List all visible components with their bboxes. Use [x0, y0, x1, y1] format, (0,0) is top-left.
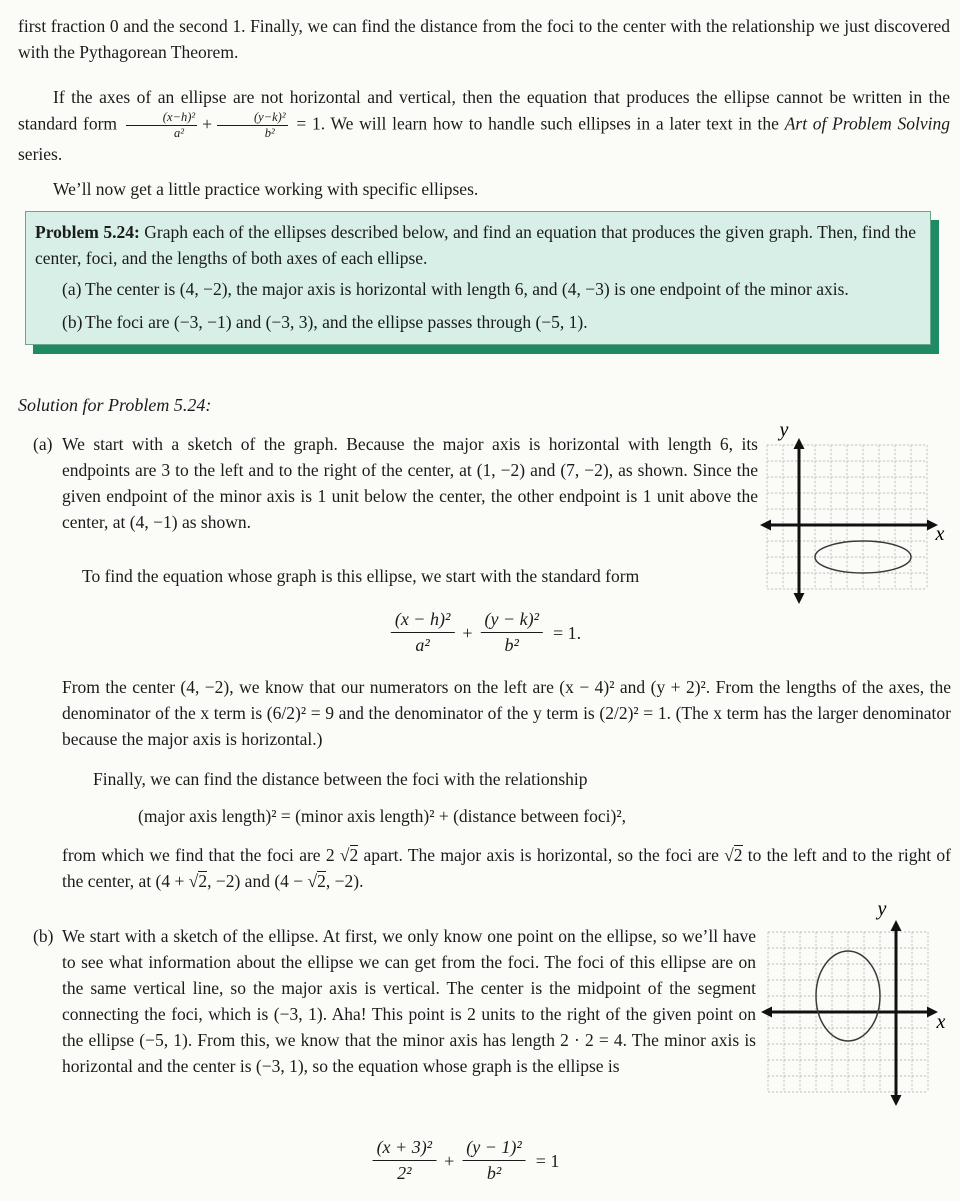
paragraph-text: apart. The major axis is horizontal, so the foci are	[358, 845, 725, 865]
solution-heading: Solution for Problem 5.24:	[18, 395, 212, 415]
fraction-y-term: $\frac{\text{(y − 1)²}}{\text{b²}}$	[462, 1136, 526, 1186]
paragraph-text: from which we find that the foci are 2	[62, 845, 340, 865]
fraction-x-term: $\frac{\text{(x + 3)²}}{\text{2²}}$	[373, 1136, 437, 1186]
y-axis-top-arrow	[891, 920, 902, 931]
solution-a-label: (a)	[33, 434, 53, 454]
paragraph-text: to the left and to the right of the center, at (4 +	[62, 845, 951, 891]
y-axis-label: y	[877, 898, 887, 920]
solution-a-paragraph-2: To find the equation whose graph is this ellipse, we start with the standard form	[82, 566, 640, 586]
problem-box	[25, 211, 931, 345]
sqrt-2: √2	[307, 871, 326, 891]
equals-one: = 1.	[553, 622, 582, 643]
problem-text: Graph each of the ellipses described below, and find an equation that produces the given graph. Then, find the center, foci, and the lengths of both axes of each ellipse.	[35, 222, 916, 268]
fraction-y-term: $\frac{\text{(y − k)²}}{\text{b²}}$	[481, 608, 544, 658]
standard-form-equation	[391, 608, 581, 658]
problem-part-a	[35, 276, 916, 302]
y-axis-label: y	[779, 419, 789, 441]
solution-b-paragraph-1: We start with a sketch of the ellipse. At first, we only know one point on the ellipse, so we’ll have to see what information about the ellipse we can get from the foci. The foci of this ellipse are on the same vertical line, so the major axis is vertical. The center is the midpoint of the segment connecting the foci, which is (−3, 1). Aha! This point is 2 units to the right of the given point on the ellipse (−5, 1). From this, we know that the minor axis has length 2 · 2 = 4. The minor axis is horizontal and the center is (−3, 1), so the equation whose graph is the ellipse is	[62, 926, 756, 1076]
graph-a-figure	[753, 418, 950, 625]
problem-part-b	[35, 309, 916, 335]
inline-fraction-y: $\frac{\text{(y−k)²}}{\text{b²}}$	[217, 110, 288, 141]
paragraph-text: We will learn how to handle such ellipses in a later text in the	[325, 113, 785, 134]
grid-lines	[767, 445, 927, 589]
x-axis-label: x	[936, 1011, 946, 1033]
plus-sign: +	[202, 113, 212, 134]
x-axis-label: x	[935, 523, 945, 545]
solution-a-paragraph-1: We start with a sketch of the graph. Because the major axis is horizontal with length 6, its endpoints are 3 to the left and to the right of the center, at (1, −2) and (7, −2), as shown. Since the given endpoint of the minor axis is 1 unit below the center, the other endpoint is 1 unit above the center, at (4, −1) as shown.	[62, 434, 758, 532]
part-a-label: (a)	[62, 279, 82, 299]
sqrt-2: √2	[724, 845, 743, 865]
graph-a-canvas	[753, 418, 950, 618]
problem-number: Problem 5.24:	[35, 222, 140, 242]
x-axis-left-arrow	[761, 1007, 772, 1018]
x-axis-left-arrow	[760, 520, 771, 531]
series-title: Art of Problem Solving	[784, 113, 951, 134]
plus-sign: +	[462, 622, 473, 643]
intro-paragraph-1: first fraction 0 and the second 1. Finally, we can find the distance from the foci to the center with the relationship we just discovered with the Pythagorean Theorem.	[18, 16, 950, 62]
sqrt-2: √2	[188, 871, 208, 891]
paragraph-text: , −2) and (4 −	[207, 871, 308, 891]
paragraph-text: series.	[18, 144, 63, 164]
y-axis-top-arrow	[794, 438, 805, 449]
paragraph-text: If the axes of an ellipse are not horizontal and vertical, then the equation that produces the ellipse cannot be written in the standard form	[18, 87, 950, 134]
graph-b-figure	[753, 897, 953, 1124]
y-axis-bottom-arrow	[794, 593, 805, 604]
problem-statement	[35, 219, 916, 271]
graph-b-canvas	[753, 897, 953, 1117]
fraction-x-term: $\frac{\text{(x − h)²}}{\text{a²}}$	[391, 608, 455, 658]
equals-one: = 1.	[296, 113, 326, 134]
paragraph-text: , −2).	[325, 871, 364, 891]
intro-paragraph-2	[18, 84, 950, 167]
intro-paragraph-3: We’ll now get a little practice working with specific ellipses.	[53, 179, 479, 199]
inline-fraction-x: $\frac{\text{(x−h)²}}{\text{a²}}$	[126, 110, 197, 141]
part-b-text: The foci are (−3, −1) and (−3, 3), and the ellipse passes through (−5, 1).	[85, 312, 588, 332]
equals-one: = 1	[535, 1150, 560, 1171]
solution-a-paragraph-4: Finally, we can find the distance between the foci with the relationship	[93, 769, 588, 789]
solution-b-label: (b)	[33, 926, 54, 946]
axis-length-relationship: (major axis length)² = (minor axis length)² + (distance between foci)²,	[138, 806, 626, 826]
solution-a-paragraph-3: From the center (4, −2), we know that our numerators on the left are (x − 4)² and (y + 2)². From the lengths of the axes, the denominator of the x term is (6/2)² = 9 and the denominator of the y term is (2/2)² = 1. (The x term has the larger denominator because the major axis is horizontal.)	[62, 677, 951, 749]
part-a-text: The center is (4, −2), the major axis is horizontal with length 6, and (4, −3) is one endpoint of the minor axis.	[85, 279, 849, 299]
part-b-label: (b)	[62, 312, 83, 332]
ellipse-b-equation	[373, 1136, 560, 1186]
y-axis-bottom-arrow	[891, 1095, 902, 1106]
plus-sign: +	[444, 1150, 455, 1171]
sqrt-2: √2	[339, 845, 359, 865]
solution-a-paragraph-5	[62, 842, 951, 894]
